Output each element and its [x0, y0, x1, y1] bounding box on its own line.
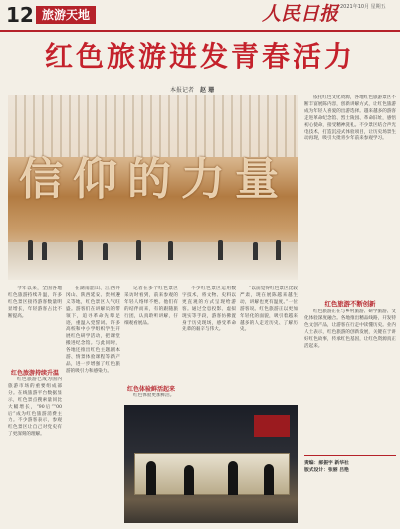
- article-column: “以前觉得红色景区比较严肃，现在展陈越来越生动，讲解也更有温度。”一位游客说。红色旅游正以更加年轻化的面貌，吸引着越来越多的人走近历史、了解历史。: [240, 286, 298, 333]
- article-column: 红色旅游已成为国内旅游市场的重要组成部分。在线旅游平台数据显示，红色景点搜索量同比大幅增长，“90后”“00后”成为红色旅游消费主力。不少游客表示，参观红色景区让自己对党史有了更深刻的理解。: [8, 377, 62, 438]
- article-column: 在湖南韶山、江西井冈山、陕西延安、贵州遵义等地，红色景区人气旺盛。游客们在讲解员的带领下，追寻革命先辈足迹，重温入党誓词。许多高校和中小学组织学生开展红色研学活动，把课堂搬进纪念馆。与此同时，各地还推出红色主题剧本游、情景体验课程等新产品，进一步增强了红色旅游的吸引力和感染力。: [66, 286, 120, 374]
- article-column: 记者在多个红色景区采访时看到，前来参观的年轻人络绎不绝。他们有的结伴而来，有的跟随旅行团，认真聆听讲解，仔细观看展品。: [124, 286, 178, 326]
- article-column: 今年以来，全国各地红色旅游持续升温，许多红色景区接待游客数量明显增长，年轻游客占比不断提高。: [8, 286, 62, 319]
- editor-credit-line: 责编：郝振宇 新华社: [304, 461, 349, 466]
- exhibition-hall-photo: [8, 95, 298, 280]
- photo-wall-text: 信仰的力量: [19, 154, 289, 205]
- visitor-figure: [78, 240, 83, 260]
- edition-info: 2021年10月 星期五: [340, 4, 386, 10]
- visitor-figure: [42, 242, 47, 260]
- visitor-figure: [253, 242, 258, 260]
- newspaper-masthead: 人民日报: [261, 3, 338, 25]
- subheading: 红色旅游持续升温: [10, 370, 59, 377]
- visitor-figure: [28, 240, 33, 260]
- visitor-figure: [103, 243, 108, 260]
- subheading: 红色体验鲜活起来: [126, 386, 175, 393]
- editor-credit-line: 版式设计：张丽 吕艳: [304, 468, 349, 473]
- visitor-figure: [184, 465, 194, 495]
- red-flag-exhibit: [254, 415, 290, 437]
- page-number: 12: [6, 3, 34, 27]
- byline: [170, 85, 214, 94]
- visitor-figure: [146, 461, 156, 495]
- page-header: [0, 0, 400, 32]
- byline-name: 赵 珊: [200, 87, 215, 94]
- article-column: 红色旅游正在与乡村旅游、研学旅游、文化体验深度融合。各地推出精品线路，开发特色文创产品，让游客在行走中读懂历史。业内人士表示，红色旅游的创新发展，关键在于讲好红色故事，传承红色基因，让红色资源真正活起来。: [304, 309, 396, 349]
- visitor-figure: [136, 240, 141, 260]
- headline: 红色旅游迸发青春活力: [44, 40, 355, 73]
- visitor-figure: [228, 461, 238, 495]
- byline-label: 本报记者: [170, 87, 195, 94]
- article-column: 红色体验更加鲜活。: [133, 393, 175, 398]
- article-column: 依托红色文化资源，各地红色旅游景区不断丰富展陈内容，创新讲解方式，让红色旅游成为年轻人喜爱的出游选择。越来越多的游客走进革命纪念馆、烈士陵园、革命旧址，感悟初心使命，接受精神洗礼。不少景区结合声光电技术，打造沉浸式体验项目，让历史场景生动再现，吸引大批青少年前来参观学习。: [304, 95, 396, 142]
- visitor-figure: [276, 240, 281, 260]
- visitor-figure: [264, 464, 274, 495]
- article-column: 不少红色景区运用数字技术，将文物、史料以更直观的方式呈现给游客。通过全息投影、虚拟现实等手段，游客仿佛置身于历史现场，感受革命先辈的艰辛与伟大。: [182, 286, 236, 333]
- museum-visitors-photo: [124, 405, 298, 523]
- editor-credits: [304, 455, 396, 474]
- section-tag: 旅游天地: [36, 6, 96, 24]
- visitor-figure: [168, 241, 173, 260]
- visitor-figure: [218, 240, 223, 260]
- subheading: 红色旅游不断创新: [324, 300, 376, 308]
